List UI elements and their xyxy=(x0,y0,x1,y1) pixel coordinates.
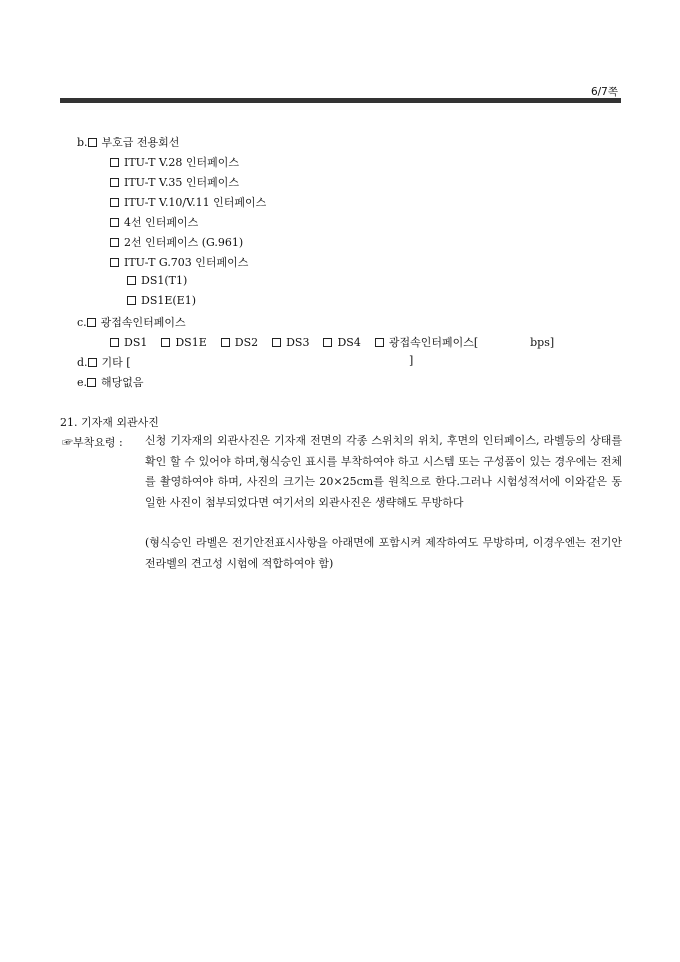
item-e-label: e. xyxy=(77,376,88,389)
option-label: DS1E xyxy=(175,336,207,349)
checkbox[interactable] xyxy=(110,218,119,227)
option-label: ITU-T G.703 인터페이스 xyxy=(124,256,249,269)
option-label: ITU-T V.10/V.11 인터페이스 xyxy=(124,196,267,209)
header-rule xyxy=(60,98,621,103)
option-label: DS1(T1) xyxy=(141,274,188,287)
checkbox[interactable] xyxy=(323,338,332,347)
option-label: ITU-T V.35 인터페이스 xyxy=(124,176,240,189)
attach-guide-paragraph: 신청 기자재의 외관사진은 기자재 전면의 각종 스위치의 위치, 후면의 인터페이스, 라벨등의 상태를 확인 할 수 있어야 하며,형식승인 표시를 부착하여야 하고 시스템 또는 구성품이 있는 경우에는 전체를 촬영하여야 하며, 사진의 크기는 20×25cm를 원칙으로 한다.그러나 시험성적서에 이와같은 동일한 사진이 첨부되었다면 여기서의 외관사진은 생략해도 무방하다 xyxy=(145,434,622,509)
checkbox[interactable] xyxy=(110,338,119,347)
optical-interface-label: 광접속인터페이스[ xyxy=(388,336,479,349)
option-2wire xyxy=(110,234,243,250)
checkbox[interactable] xyxy=(87,318,96,327)
checkbox[interactable] xyxy=(127,296,136,305)
checkbox[interactable] xyxy=(110,178,119,187)
checkbox[interactable] xyxy=(127,276,136,285)
option-ds1e-e1 xyxy=(127,294,196,307)
page-number: 6/7쪽 xyxy=(590,86,618,98)
option-4wire xyxy=(110,214,198,230)
checkbox[interactable] xyxy=(221,338,230,347)
checkbox[interactable] xyxy=(110,158,119,167)
checkbox[interactable] xyxy=(88,358,97,367)
option-label: DS1 xyxy=(124,336,148,349)
checkbox[interactable] xyxy=(375,338,384,347)
item-d-text-open: 기타 [ xyxy=(101,356,131,369)
option-label: 2선 인터페이스 (G.961) xyxy=(124,236,244,249)
option-v28 xyxy=(110,154,239,170)
checkbox[interactable] xyxy=(161,338,170,347)
item-b-label: b. xyxy=(77,136,88,149)
section-21-title: 21. 기자재 외관사진 xyxy=(60,416,159,429)
item-d-bracket-close: ] xyxy=(409,354,414,367)
item-b xyxy=(77,134,179,150)
checkbox[interactable] xyxy=(110,198,119,207)
option-label: ITU-T V.28 인터페이스 xyxy=(124,156,240,169)
option-v35 xyxy=(110,174,239,190)
item-c xyxy=(77,314,186,330)
option-label: DS2 xyxy=(234,336,259,349)
option-label: DS3 xyxy=(286,336,310,349)
checkbox[interactable] xyxy=(110,258,119,267)
item-e-text: 해당없음 xyxy=(101,376,144,389)
checkbox[interactable] xyxy=(87,378,96,387)
attach-guide-label: ☞부착요령 : xyxy=(62,436,123,449)
checkbox[interactable] xyxy=(88,138,97,147)
option-v10-v11 xyxy=(110,194,266,210)
attach-guide-note: (형식승인 라벨은 전기안전표시사항을 아래면에 포함시켜 제작하여도 무방하며, 이경우엔는 전기안전라벨의 견고성 시험에 적합하여야 함) xyxy=(145,536,622,570)
option-label: DS4 xyxy=(337,336,361,349)
option-label: 4선 인터페이스 xyxy=(124,216,199,229)
item-c-label: c. xyxy=(77,316,87,329)
option-ds1-t1 xyxy=(127,274,187,287)
item-c-text: 광접속인터페이스 xyxy=(100,316,186,329)
bps-unit: bps] xyxy=(530,336,555,349)
item-d-label: d. xyxy=(77,356,88,369)
option-g703 xyxy=(110,254,248,270)
item-d xyxy=(77,354,131,370)
optical-options-row xyxy=(110,334,554,350)
checkbox[interactable] xyxy=(110,238,119,247)
option-label: DS1E(E1) xyxy=(141,294,196,307)
item-b-text: 부호급 전용회선 xyxy=(101,136,180,149)
checkbox[interactable] xyxy=(272,338,281,347)
item-e xyxy=(77,374,144,390)
